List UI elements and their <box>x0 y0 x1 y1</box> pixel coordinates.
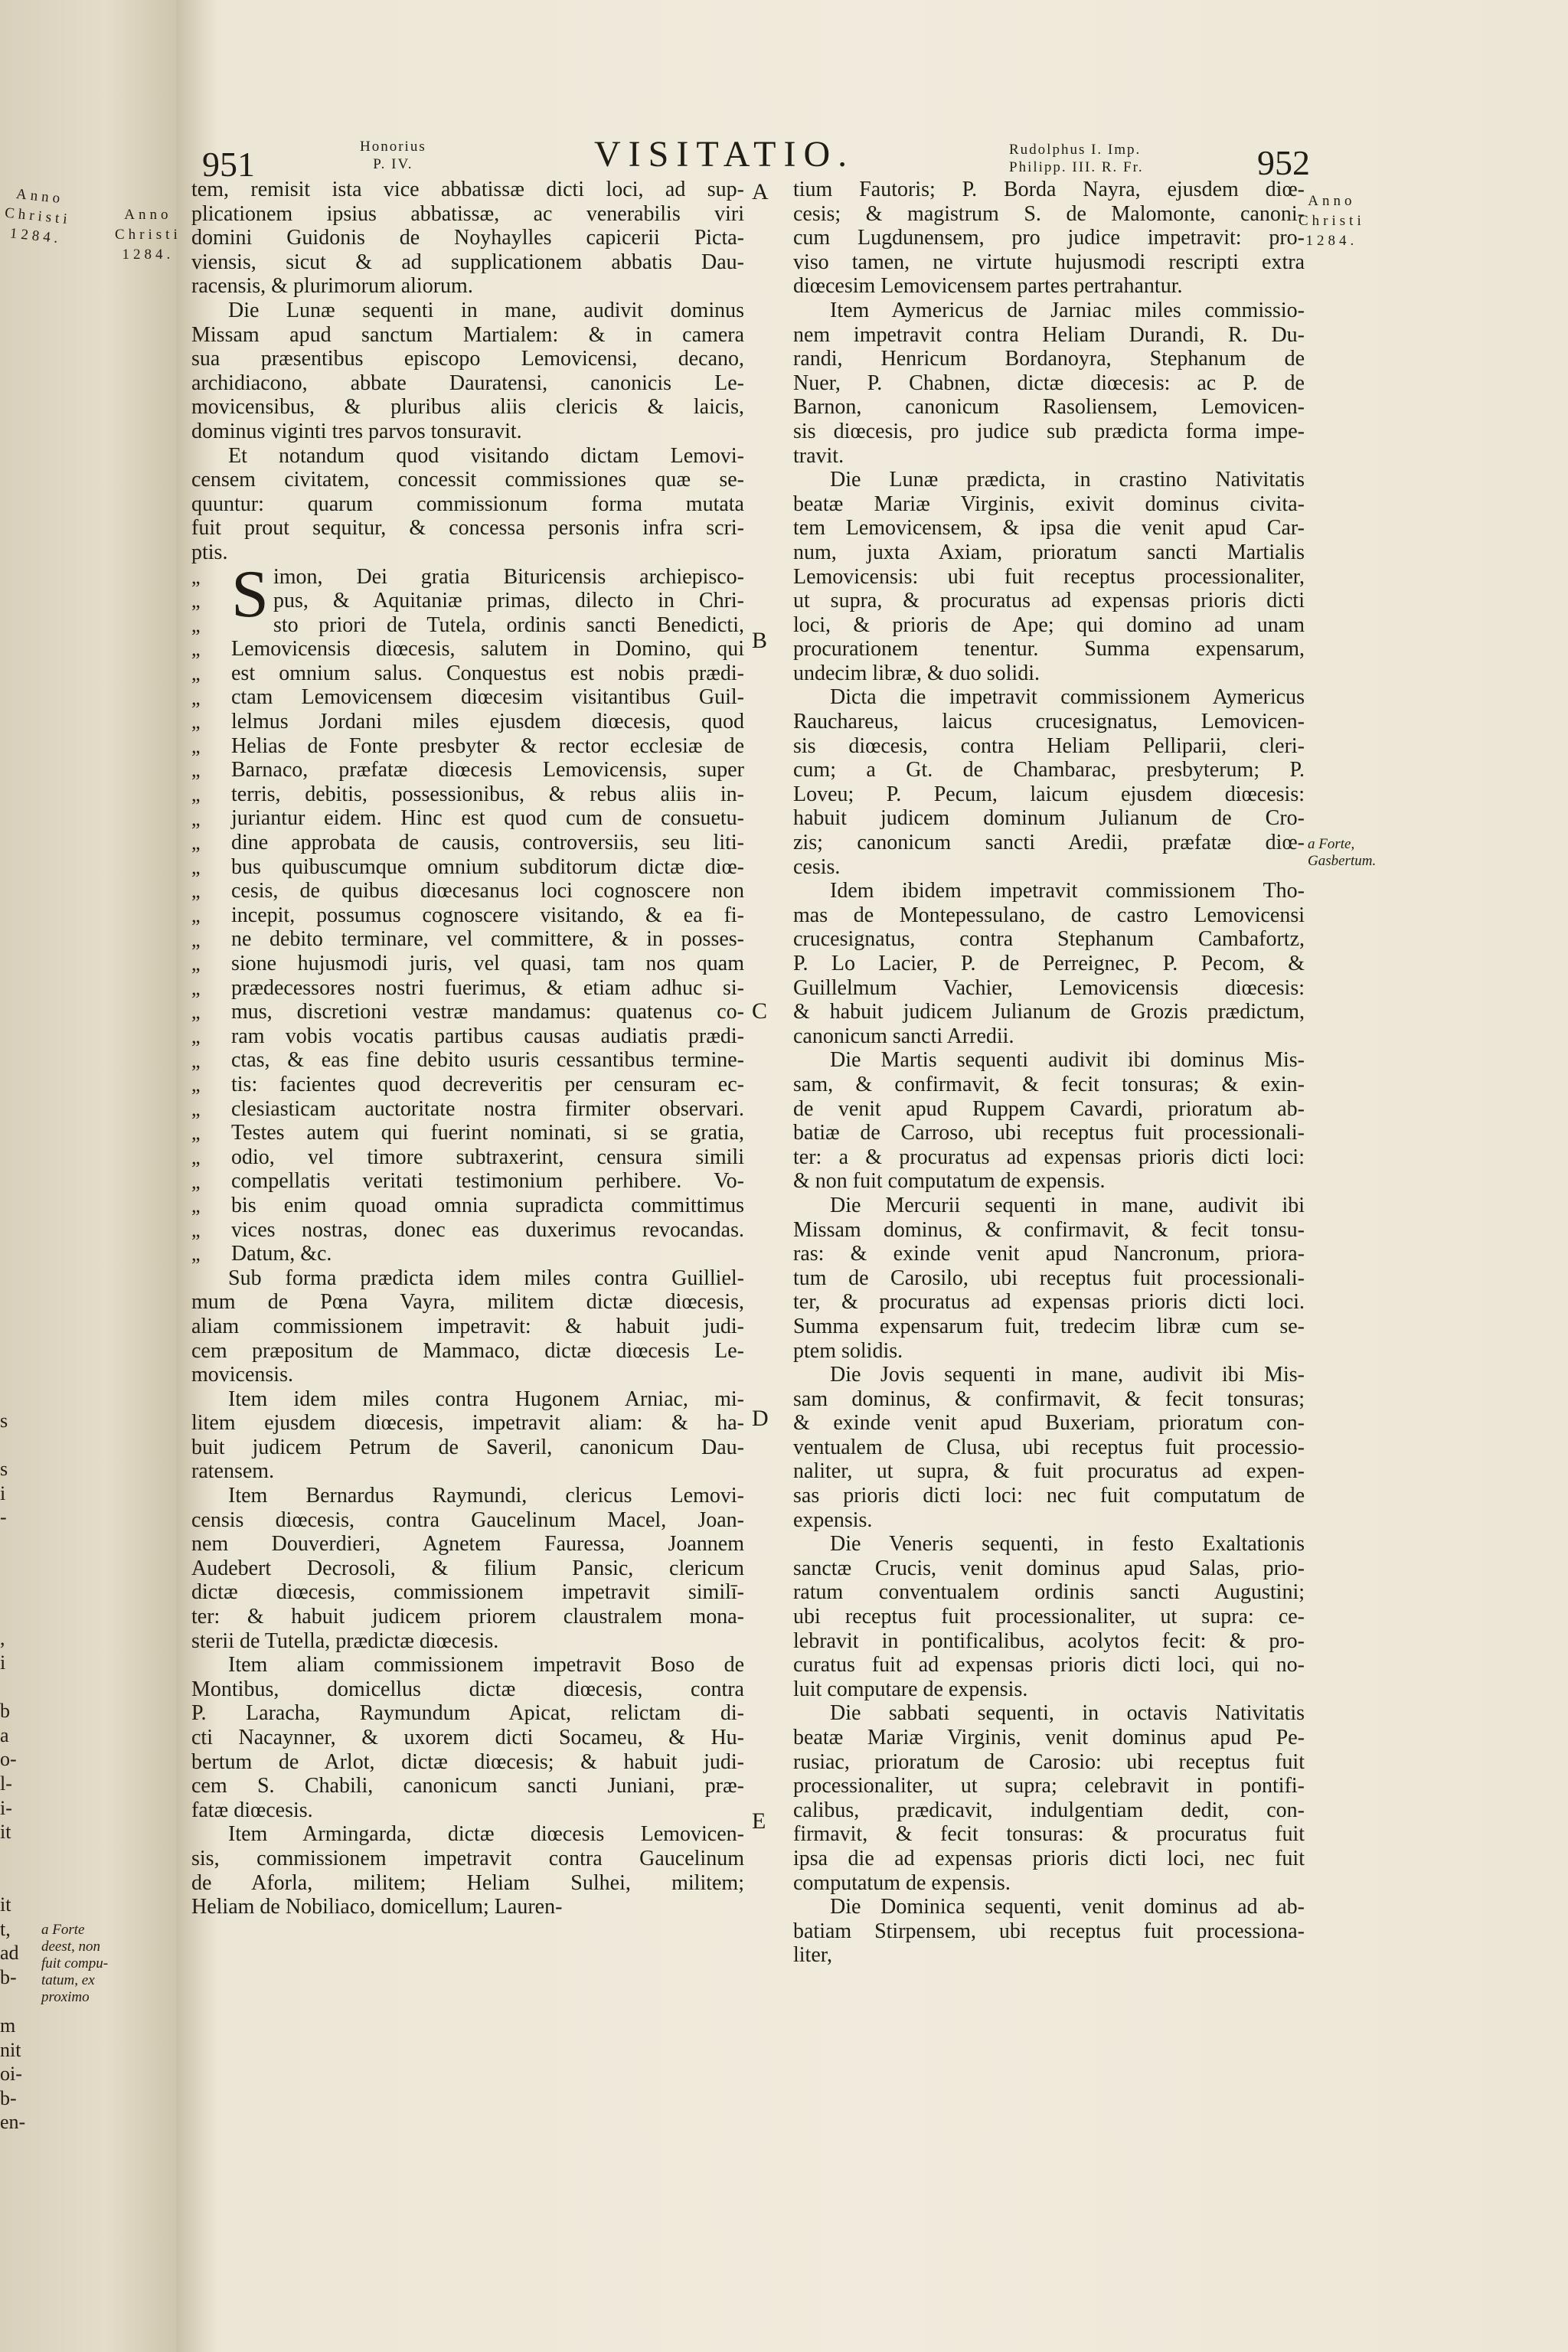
section-marker-d: D <box>752 1406 769 1431</box>
text-line: cum Lugdunensem, pro judice impetravit: pro- <box>793 226 1305 250</box>
text-line: quuntur: quarum commissionum forma mutata <box>191 492 744 516</box>
text-line: litem ejusdem diœcesis, impetravit aliam: & ha- <box>191 1411 744 1436</box>
quote-mark: „ <box>191 855 201 878</box>
paragraph <box>191 1484 744 1653</box>
text-line: cesis. <box>793 854 841 879</box>
cut-off-text-fragment: i <box>0 1481 6 1504</box>
text-line: mum de Pœna Vayra, militem dictæ diœcesis, <box>191 1290 744 1315</box>
left-column-text <box>191 178 744 1919</box>
quote-mark: „ <box>191 807 201 830</box>
text-line: sanctæ Crucis, venit dominus apud Salas, prio- <box>793 1556 1305 1580</box>
text-line: curatus fuit ad expensas prioris dicti loci, qui no- <box>793 1653 1305 1677</box>
section-marker-c: C <box>752 998 768 1024</box>
text-line: ratum conventualem ordinis sancti Augustini; <box>793 1580 1305 1605</box>
text-line: ram vobis vocatis partibus causas audiatis prædi- <box>231 1024 744 1048</box>
text-line: liter, <box>793 1943 832 1968</box>
text-line: nem impetravit contra Heliam Durandi, R. Du- <box>793 322 1305 347</box>
cut-off-text-fragment: t, <box>0 1917 11 1940</box>
quote-mark: „ <box>191 1194 201 1217</box>
paragraph <box>793 1048 1305 1194</box>
text-line: viso tamen, ne virtute hujusmodi rescripti extra <box>793 250 1305 274</box>
text-line: num, juxta Axiam, prioratum sancti Martialis <box>793 540 1305 564</box>
text-line: Heliam de Nobiliaco, domicellum; Lauren- <box>191 1895 563 1919</box>
text-line: ter, & procuratus ad expensas prioris dicti loci. <box>793 1290 1305 1315</box>
cut-off-text-fragment: s <box>0 1410 8 1432</box>
text-line: luit computare de expensis. <box>793 1677 1028 1701</box>
text-line: mas de Montepessulano, de castro Lemovicensi <box>793 903 1305 927</box>
text-line: beatæ Mariæ Virginis, exivit dominus civita- <box>793 492 1305 516</box>
page-number-right: 952 <box>1257 143 1310 182</box>
text-line: sam, & confirmavit, & fecit tonsuras; & exin- <box>793 1072 1305 1096</box>
paragraph <box>191 299 744 444</box>
text-line: cti Nacaynner, & uxorem dicti Socameu, & Hu- <box>191 1726 744 1749</box>
paragraph <box>191 1266 744 1387</box>
text-line: fatæ diœcesis. <box>191 1798 313 1822</box>
text-line: Die Dominica sequenti, venit dominus ad ab- <box>830 1895 1305 1919</box>
text-line: juriantur eidem. Hinc est quod cum de consuetu- <box>231 806 744 831</box>
quote-mark: „ <box>191 590 201 612</box>
quote-mark: „ <box>191 1122 201 1145</box>
text-line: tium Fautoris; P. Borda Nayra, ejusdem diœ- <box>793 178 1305 201</box>
paragraph <box>793 1701 1305 1895</box>
cut-off-text-fragment: ad <box>0 1942 19 1965</box>
quote-mark: „ <box>191 613 201 636</box>
text-line: bis enim quoad omnia supradicta committimus <box>231 1193 744 1217</box>
text-line: sto priori de Tutela, ordinis sancti Benedicti, <box>273 612 744 637</box>
text-line: cem S. Chabili, canonicum sancti Juniani, præ- <box>191 1774 744 1798</box>
paragraph <box>191 444 744 565</box>
text-line: cesis, de quibus diœcesanus loci cognoscere non <box>231 879 744 903</box>
text-line: nem Douverdieri, Agnetem Fauressa, Joannem <box>191 1532 744 1557</box>
text-line: Item idem miles contra Hugonem Arniac, mi- <box>228 1387 744 1411</box>
text-line: ubi receptus fuit processionaliter, ut supra: ce- <box>793 1605 1305 1629</box>
text-line: incepit, possumus cognoscere visitando, & ea fi- <box>231 903 744 927</box>
paragraph <box>793 1363 1305 1532</box>
quote-mark: „ <box>191 734 201 757</box>
quote-mark: „ <box>191 952 201 975</box>
text-line: archidiacono, abbate Dauratensi, canonicis Le- <box>191 371 744 395</box>
quote-mark: „ <box>191 710 201 733</box>
text-line: cum; a Gt. de Chambarac, presbyterum; P. <box>793 758 1305 782</box>
cut-off-text-fragment: a <box>0 1723 9 1746</box>
text-line: ctam Lemovicensem diœcesim visitantibus Guil- <box>231 685 744 710</box>
cut-off-text-fragment: b- <box>0 1965 17 1988</box>
text-line: procurationem tenentur. Summa expensarum, <box>793 637 1305 662</box>
text-line: ne debito terminare, vel committere, & in posses- <box>231 927 744 952</box>
text-line: computatum de expensis. <box>793 1870 1011 1895</box>
text-line: beatæ Mariæ Virginis, venit dominus apud Pe- <box>793 1726 1305 1749</box>
text-line: Testes autem qui fuerint nominati, si se gratia, <box>231 1121 744 1145</box>
anno-christi-outer: Anno Christi 1284. <box>4 185 72 247</box>
quote-mark: „ <box>191 880 201 903</box>
text-line: lelmus Jordani miles ejusdem diœcesis, quod <box>231 710 744 734</box>
text-line: P. Lo Lacier, P. de Perreignec, P. Pecom, & <box>793 952 1305 975</box>
text-line: ctas, & eas fine debito usuris cessantibus termine- <box>231 1048 744 1073</box>
text-line: loci, & prioris de Ape; qui domino ad unam <box>793 612 1305 637</box>
text-line: & exinde venit apud Buxeriam, prioratum con- <box>793 1411 1305 1436</box>
text-line: aliam commissionem impetravit: & habuit judi- <box>191 1314 744 1338</box>
quote-mark: „ <box>191 1218 201 1241</box>
page-number-left: 951 <box>202 145 255 184</box>
text-line: terris, debitis, possessionibus, & rebus aliis in- <box>231 782 744 806</box>
text-line: rusiac, prioratum de Carosio: ubi receptus fuit <box>793 1749 1305 1774</box>
text-line: Montibus, domicellus dictæ diœcesis, contra <box>191 1677 744 1701</box>
text-line: pus, & Aquitaniæ primas, dilecto in Chri- <box>273 589 744 613</box>
quote-mark: „ <box>191 759 201 782</box>
text-line: clesiasticam auctoritate nostra firmiter observari. <box>231 1096 744 1121</box>
paragraph <box>793 685 1305 879</box>
text-line: Lemovicensis diœcesis, salutem in Domino, qui <box>231 637 744 662</box>
right-margin-note: a Forte, Gasbertum. <box>1308 836 1377 869</box>
quote-mark: „ <box>191 1097 201 1120</box>
quote-mark: „ <box>191 638 201 661</box>
cut-off-text-fragment: b <box>0 1700 10 1723</box>
section-marker-e: E <box>752 1808 766 1834</box>
text-line: movicensis. <box>191 1363 293 1387</box>
quote-mark: „ <box>191 1170 201 1193</box>
text-line: Audebert Decrosoli, & filium Pansic, clericum <box>191 1556 744 1580</box>
text-line: Helias de Fonte presbyter & rector ecclesiæ de <box>231 733 744 758</box>
quote-mark: „ <box>191 976 201 999</box>
text-line: Idem ibidem impetravit commissionem Tho- <box>830 879 1305 903</box>
text-line: Loveu; P. Pecum, laicum ejusdem diœcesis: <box>793 782 1305 806</box>
cut-off-text-fragment: m <box>0 2014 16 2037</box>
text-line: Die Veneris sequenti, in festo Exaltationis <box>830 1532 1305 1557</box>
text-line: prædecessores nostri fuerimus, & etiam adhuc si- <box>231 975 744 1000</box>
cut-off-text-fragment: b- <box>0 2086 17 2109</box>
text-line: lebravit in pontificalibus, acolytos fecit: & pro- <box>793 1628 1305 1653</box>
text-line: habuit judicem dominum Julianum de Cro- <box>793 806 1305 831</box>
text-line: ter: a & procuratus ad expensas prioris dicti loci: <box>793 1145 1305 1169</box>
text-line: tem, remisit ista vice abbatissæ dicti loci, ad sup- <box>191 178 744 201</box>
text-line: Item Bernardus Raymundi, clericus Lemovi- <box>228 1484 744 1508</box>
paragraph <box>793 1895 1305 1968</box>
paragraph <box>793 468 1305 685</box>
text-line: dictæ diœcesis, commissionem impetravit similī- <box>191 1580 744 1605</box>
text-line: de Aforla, militem; Heliam Sulhei, militem; <box>191 1870 744 1895</box>
previous-page-edge <box>0 0 176 2352</box>
anno-christi-left: Anno Christi 1284. <box>115 207 181 263</box>
section-marker-a: A <box>752 179 769 204</box>
text-line: mus, discretioni vestræ mandamus: quatenus co- <box>231 1000 744 1024</box>
quote-mark: „ <box>191 903 201 926</box>
cut-off-text-fragment: i <box>0 1651 6 1674</box>
text-line: ras: & exinde venit apud Nancronum, priora- <box>793 1242 1305 1266</box>
cut-off-text-fragment: i- <box>0 1796 12 1819</box>
text-line: movicensibus, & pluribus aliis clericis & laicis, <box>191 395 744 420</box>
text-line: Barnon, canonicum Rasoliensem, Lemovicen- <box>793 395 1305 420</box>
running-head-right: Rudolphus I. Imp. Philipp. III. R. Fr. <box>1009 142 1144 175</box>
text-line: ptis. <box>191 540 228 564</box>
cut-off-text-fragment: it <box>0 1893 11 1916</box>
paragraph <box>793 178 1305 299</box>
text-line: sis diœcesis, pro judice sub prædicta forma impe- <box>793 419 1305 443</box>
quote-mark: „ <box>191 1024 201 1047</box>
cut-off-text-fragment: it <box>0 1821 11 1844</box>
section-marker-b: B <box>752 628 768 653</box>
text-line: sterii de Tutella, prædictæ diœcesis. <box>191 1628 499 1653</box>
text-line: sione hujusmodi juris, vel quasi, tam nos quam <box>231 952 744 975</box>
page-title: VISITATIO. <box>594 134 855 175</box>
text-line: sis, commissionem impetravit contra Gaucelinum <box>191 1846 744 1870</box>
text-line: Die Jovis sequenti in mane, audivit ibi Mis- <box>830 1363 1305 1387</box>
quote-mark: „ <box>191 1145 201 1168</box>
text-line: buit judicem Petrum de Saveril, canonicum Dau- <box>191 1435 744 1459</box>
text-line: & non fuit computatum de expensis. <box>793 1169 1106 1194</box>
text-line: diœcesim Lemovicensem partes pertrahantur. <box>793 274 1183 299</box>
quote-mark: „ <box>191 782 201 805</box>
text-line: crucesignatus, contra Stephanum Cambafortz, <box>793 927 1305 952</box>
quote-mark: „ <box>191 1049 201 1072</box>
quote-mark: „ <box>191 686 201 709</box>
text-line: fuit prout sequitur, & concessa personis infra scri- <box>191 516 744 541</box>
text-line: tem Lemovicensem, & ipsa die venit apud Car- <box>793 516 1305 541</box>
paragraph <box>793 879 1305 1048</box>
text-line: racensis, & plurimorum aliorum. <box>191 274 473 299</box>
text-line: Barnaco, præfatæ diœcesis Lemovicensis, super <box>231 758 744 782</box>
text-line: cem præpositum de Mammaco, dictæ diœcesis Le- <box>191 1338 744 1363</box>
text-line: bertum de Arlot, dictæ diœcesis; & habuit judi- <box>191 1749 744 1774</box>
cut-off-text-fragment: s <box>0 1458 8 1481</box>
text-line: Guillelmum Vachier, Lemovicensis diœcesis: <box>793 975 1305 1000</box>
text-line: ptem solidis. <box>793 1338 903 1363</box>
text-line: compellatis veritati testimonium perhibere. Vo- <box>231 1169 744 1194</box>
text-line: Die Lunæ sequenti in mane, audivit dominus <box>228 298 744 322</box>
quote-mark: „ <box>191 831 201 854</box>
quote-mark: „ <box>191 1243 201 1266</box>
text-line: Datum, &c. <box>231 1242 332 1266</box>
text-line: viensis, sicut & ad supplicationem abbatis Dau- <box>191 250 744 274</box>
anno-christi-right: Anno Christi 1284. <box>1298 193 1365 249</box>
text-line: dine approbata de causis, controversiis, seu liti- <box>231 831 744 855</box>
quote-mark: „ <box>191 928 201 951</box>
paragraph <box>191 1387 744 1484</box>
text-line: Die Mercurii sequenti in mane, audivit ibi <box>830 1193 1305 1217</box>
text-line: odio, vel timore subtraxerint, censura simili <box>231 1145 744 1169</box>
text-line: expensis. <box>793 1508 873 1532</box>
paragraph <box>191 1822 744 1919</box>
text-line: Rauchareus, laicus crucesignatus, Lemovicen- <box>793 710 1305 734</box>
text-line: Item aliam commissionem impetravit Boso de <box>228 1653 744 1677</box>
text-line: Die Martis sequenti audivit ibi dominus Mis- <box>830 1048 1305 1073</box>
text-line: randi, Henricum Bordanoyra, Stephanum de <box>793 347 1305 371</box>
text-line: ratensem. <box>191 1459 275 1484</box>
text-line: Nuer, P. Chabnen, dictæ diœcesis: ac P. de <box>793 371 1305 395</box>
text-line: canonicum sancti Arredii. <box>793 1024 1014 1048</box>
text-line: undecim libræ, & duo solidi. <box>793 661 1040 685</box>
text-line: Dicta die impetravit commissionem Aymericus <box>830 685 1305 710</box>
text-line: sas prioris dicti loci: nec fuit computatum de <box>793 1484 1305 1508</box>
citation-letter <box>191 557 744 1266</box>
cut-off-text-fragment: l- <box>0 1772 12 1795</box>
text-line: Item Armingarda, dictæ diœcesis Lemovicen- <box>228 1822 744 1847</box>
text-line: zis; canonicum sancti Aredii, præfatæ diœ- <box>793 831 1305 855</box>
text-line: Et notandum quod visitando dictam Lemovi- <box>228 443 744 468</box>
text-line: censem civitatem, concessit commissiones quæ se- <box>191 468 744 492</box>
paragraph <box>191 1653 744 1822</box>
text-line: Missam dominus, & confirmavit, & fecit tonsu- <box>793 1217 1305 1242</box>
text-line: ipsa die ad expensas prioris dicti loci, nec fuit <box>793 1846 1305 1870</box>
text-line: ut supra, & procuratus ad expensas prioris dicti <box>793 589 1305 613</box>
cut-off-text-fragment: , <box>0 1627 5 1650</box>
left-margin-note: a Forte deest, non fuit compu- tatum, ex proximo <box>41 1922 109 2005</box>
text-line: cesis; & magistrum S. de Malomonte, canoni- <box>793 201 1305 226</box>
text-line: batiæ de Carroso, ubi receptus fuit processionali- <box>793 1121 1305 1145</box>
running-head-left: Honorius P. IV. <box>360 139 426 172</box>
text-line: ventualem de Clusa, ubi receptus fuit processio- <box>793 1435 1305 1459</box>
cut-off-text-fragment: en- <box>0 2111 26 2134</box>
text-line: dominus viginti tres parvos tonsuravit. <box>191 419 522 443</box>
right-column-text <box>793 178 1305 1968</box>
text-line: sam dominus, & confirmavit, & fecit tonsuras; <box>793 1387 1305 1411</box>
text-line: & habuit judicem Julianum de Grozis prædictum, <box>793 1000 1305 1024</box>
text-line: Die sabbati sequenti, in octavis Nativitatis <box>830 1701 1305 1726</box>
text-line: naliter, ut supra, & fuit procuratus ad expen- <box>793 1459 1305 1484</box>
text-line: Missam apud sanctum Martialem: & in camera <box>191 322 744 347</box>
paragraph <box>191 178 744 299</box>
text-line: travit. <box>793 443 844 468</box>
quote-mark: „ <box>191 1073 201 1096</box>
text-line: P. Laracha, Raymundum Apicat, relictam di- <box>191 1701 744 1726</box>
text-line: domini Guidonis de Noyhaylles capicerii Picta- <box>191 226 744 250</box>
text-line: bus quibuscumque omnium subditorum dictæ diœ- <box>231 854 744 879</box>
cut-off-text-fragment: o- <box>0 1748 17 1771</box>
text-line: sis diœcesis, contra Heliam Pelliparii, cleri- <box>793 733 1305 758</box>
text-line: calibus, prædicavit, indulgentiam dedit, con- <box>793 1798 1305 1822</box>
paragraph <box>793 1532 1305 1701</box>
text-line: Die Lunæ prædicta, in crastino Nativitatis <box>830 468 1305 492</box>
paragraph <box>793 299 1305 468</box>
cut-off-text-fragment: - <box>0 1506 7 1529</box>
text-line: sua præsentibus episcopo Lemovicensi, decano, <box>191 347 744 371</box>
text-line: processionaliter, ut supra; celebravit in pontifi- <box>793 1774 1305 1798</box>
text-line: est omnium salus. Conquestus est nobis prædi- <box>231 661 744 685</box>
cut-off-text-fragment: oi- <box>0 2063 22 2086</box>
quote-mark: „ <box>191 1001 201 1024</box>
quote-mark: „ <box>191 662 201 684</box>
text-line: firmavit, & fecit tonsuras: & procuratus fuit <box>793 1822 1305 1847</box>
text-line: plicationem ipsius abbatissæ, ac venerabilis viri <box>191 201 744 226</box>
text-line: Sub forma prædicta idem miles contra Guilliel- <box>228 1266 744 1290</box>
text-line: censis diœcesis, contra Gaucelinum Macel, Joan- <box>191 1508 744 1532</box>
text-line: ter: & habuit judicem priorem claustralem mona- <box>191 1605 744 1629</box>
cut-off-text-fragment: nit <box>0 2038 21 2061</box>
drop-cap: S <box>231 557 269 632</box>
text-line: tum de Carosilo, ubi receptus fuit processionali- <box>793 1266 1305 1290</box>
text-line: imon, Dei gratia Bituricensis archiepisco- <box>273 564 744 589</box>
quote-mark: „ <box>191 565 201 588</box>
text-line: Item Aymericus de Jarniac miles commissio- <box>830 298 1305 322</box>
paragraph <box>793 1194 1305 1363</box>
text-line: Summa expensarum fuit, tredecim libræ cum se- <box>793 1314 1305 1338</box>
text-line: de venit apud Ruppem Cavardi, prioratum ab- <box>793 1096 1305 1121</box>
text-line: tis: facientes quod decreveritis per censuram ec- <box>231 1072 744 1096</box>
text-line: Lemovicensis: ubi fuit receptus processionaliter, <box>793 564 1305 589</box>
text-line: vices nostras, donec eas duxerimus revocandas. <box>231 1217 744 1242</box>
text-line: batiam Stirpensem, ubi receptus fuit processiona- <box>793 1919 1305 1943</box>
